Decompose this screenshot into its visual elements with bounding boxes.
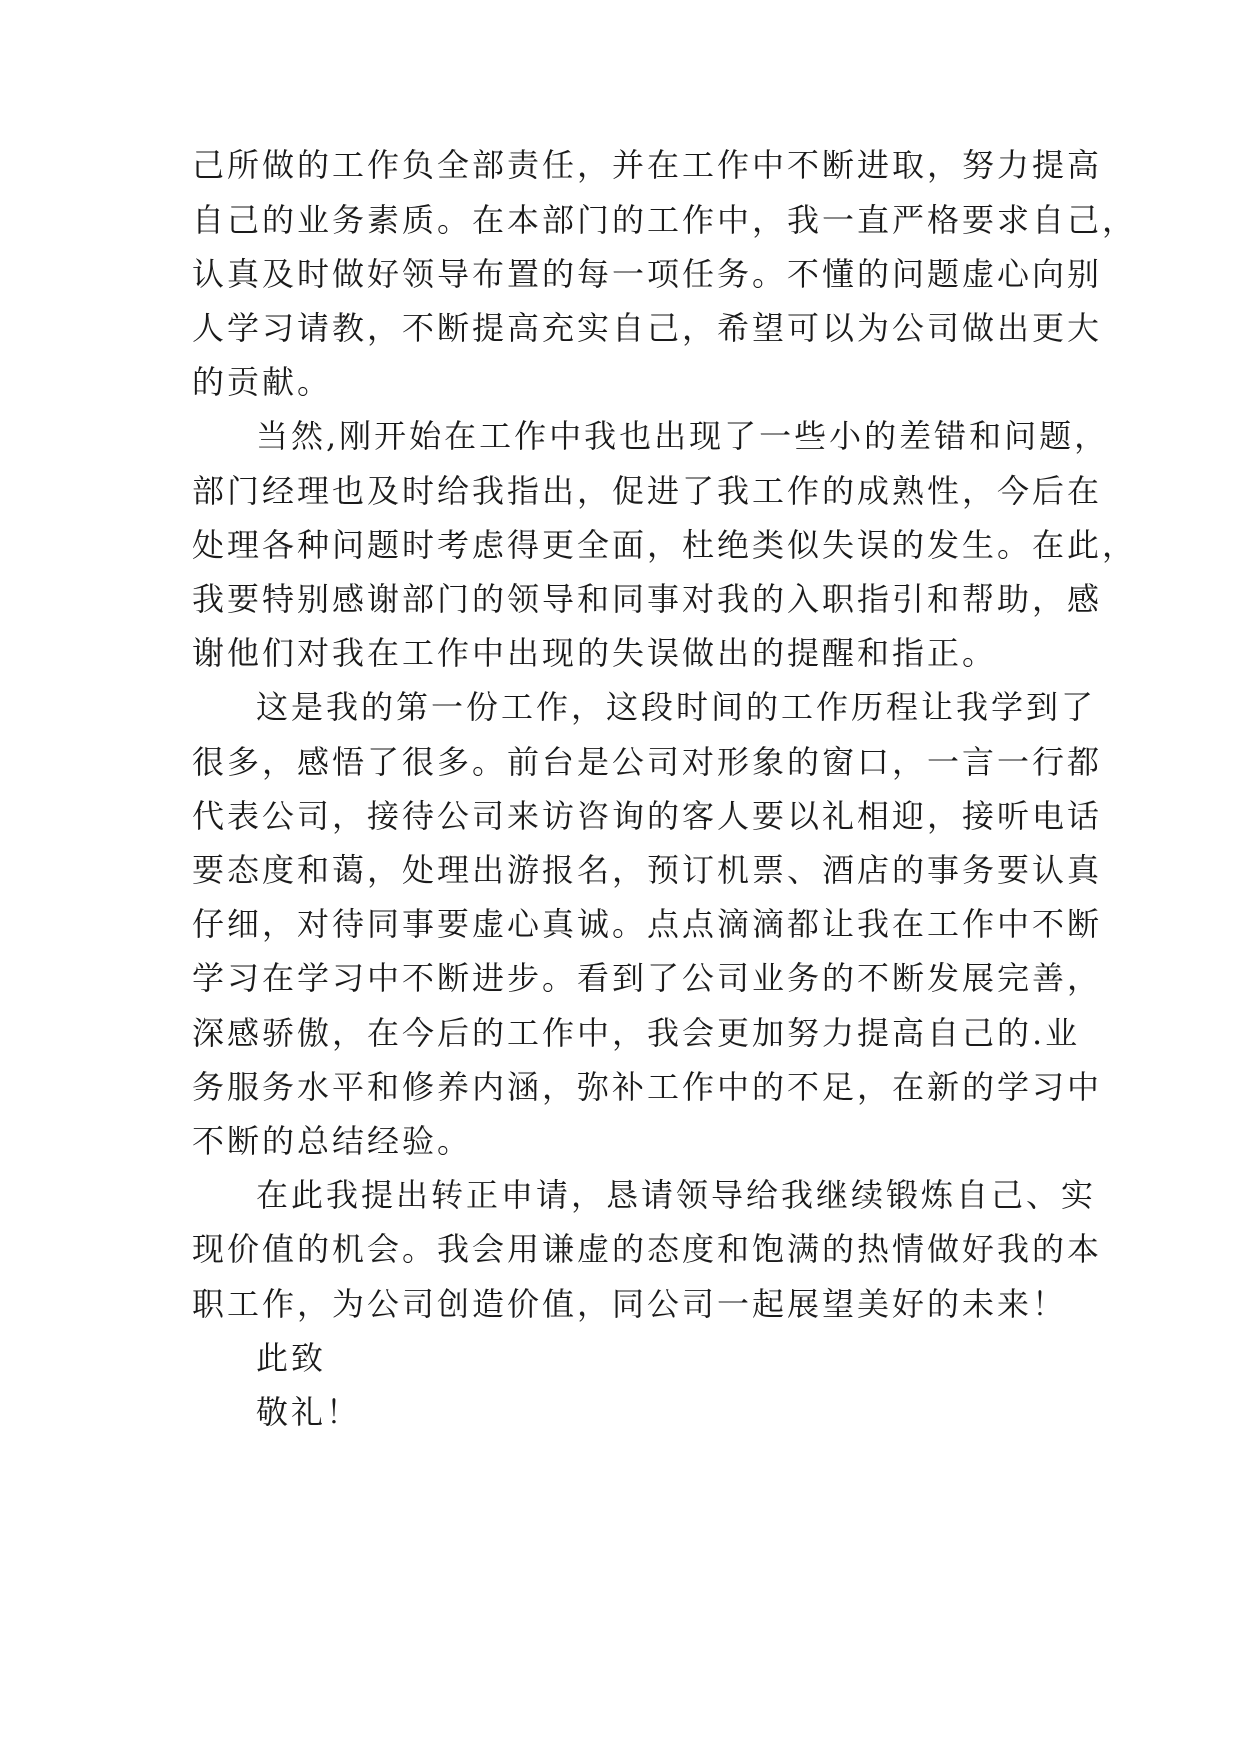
text-line: 现价值的机会。我会用谦虚的态度和饱满的热情做好我的本: [192, 1230, 1103, 1268]
paragraph-first-line: 这是我的第一份工作，这段时间的工作历程让我学到了: [256, 688, 1097, 726]
text-line: 要态度和蔼，处理出游报名，预订机票、酒店的事务要认真: [192, 851, 1103, 889]
text-line: 务服务水平和修养内涵，弥补工作中的不足，在新的学习中: [192, 1068, 1103, 1106]
text-line: 我要特别感谢部门的领导和同事对我的入职指引和帮助，感: [192, 580, 1103, 618]
closing-salutation: 此致: [256, 1339, 327, 1377]
paragraph-first-line: 在此我提出转正申请，恳请领导给我继续锻炼自己、实: [256, 1176, 1097, 1214]
paragraph-first-line: 当然,刚开始在工作中我也出现了一些小的差错和问题，: [256, 417, 1110, 455]
text-line: 认真及时做好领导布置的每一项任务。不懂的问题虚心向别: [192, 255, 1103, 293]
text-line: 学习在学习中不断进步。看到了公司业务的不断发展完善，: [192, 959, 1103, 997]
text-line: 己所做的工作负全部责任，并在工作中不断进取，努力提高: [192, 146, 1103, 184]
text-line: 的贡献。: [192, 363, 333, 401]
text-line: 人学习请教，不断提高充实自己，希望可以为公司做出更大: [192, 309, 1103, 347]
text-line: 很多，感悟了很多。前台是公司对形象的窗口，一言一行都: [192, 743, 1103, 781]
text-line: 深感骄傲，在今后的工作中，我会更加努力提高自己的.业: [192, 1014, 1081, 1052]
text-line: 部门经理也及时给我指出，促进了我工作的成熟性，今后在: [192, 472, 1103, 510]
text-line: 职工作，为公司创造价值，同公司一起展望美好的未来！: [192, 1285, 1068, 1323]
text-line: 代表公司，接待公司来访咨询的客人要以礼相迎，接听电话: [192, 797, 1103, 835]
closing-regards: 敬礼！: [256, 1393, 362, 1431]
text-line: 仔细，对待同事要虚心真诚。点点滴滴都让我在工作中不断: [192, 905, 1103, 943]
text-line: 处理各种问题时考虑得更全面，杜绝类似失误的发生。在此，: [192, 526, 1138, 564]
text-line: 谢他们对我在工作中出现的失误做出的提醒和指正。: [192, 634, 998, 672]
text-line: 自己的业务素质。在本部门的工作中，我一直严格要求自己，: [192, 201, 1138, 239]
text-line: 不断的总结经验。: [192, 1122, 473, 1160]
